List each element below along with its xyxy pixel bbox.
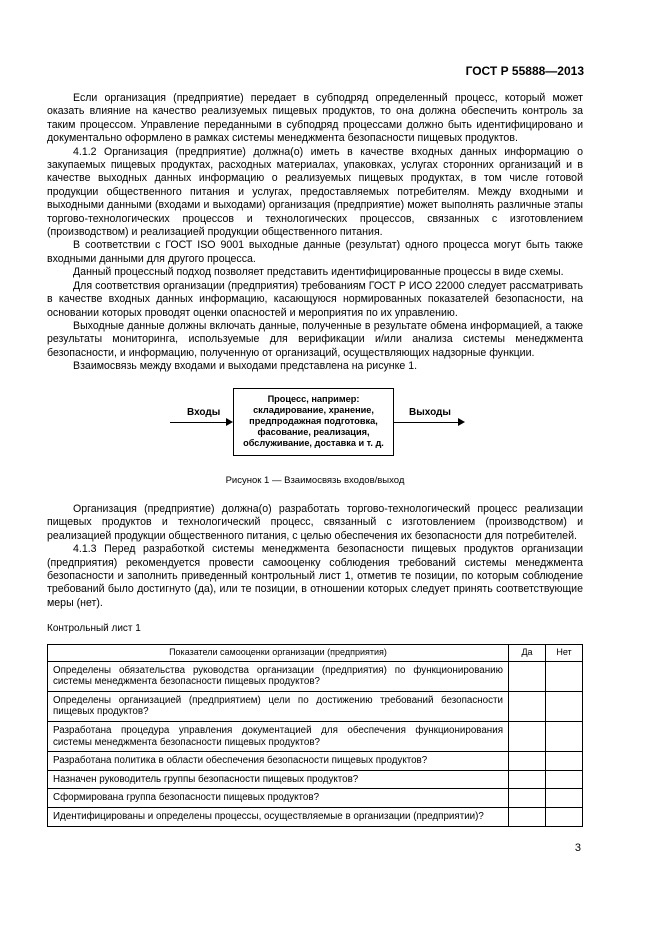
header-indicators: Показатели самооценки организации (предприятия): [48, 644, 509, 661]
paragraph: Данный процессный подход позволяет представить идентифицированные процессы в виде схемы.: [73, 266, 564, 279]
page-number: 3: [574, 842, 581, 854]
paragraph: Организация (предприятие) должна(о) разработать торгово-технологический процесс реализации пищевых продуктов и технологический процесс, связанный с изготовлением (производством) и реализацией продукции общественного питания, с целью обеспечения их безопасности для потребителей.: [47, 502, 583, 542]
yes-cell[interactable]: [509, 789, 546, 808]
input-arrow-line: [170, 422, 226, 423]
question-cell: Сформирована группа безопасности пищевых продуктов?: [48, 789, 509, 808]
table-row: [48, 661, 583, 691]
table-row: [48, 807, 583, 826]
paragraph: В соответствии с ГОСТ ISO 9001 выходные данные (результат) одного процесса могут быть также входными данными для другого процесса.: [47, 239, 583, 265]
paragraph: 4.1.3 Перед разработкой системы менеджмента безопасности пищевых продуктов организации (предприятия) рекомендуется провести самооценку соблюдения требований системы менеджмента безопасности и заполнить приведенный контрольный лист 1, отметив те позиции, по которым соблюдение требований было достигнуто (да), или те позиции, в отношении которых следует принять соответствующие меры (нет).: [47, 543, 583, 609]
question-cell: Разработана процедура управления документацией для обеспечения функционирования системы менеджмента безопасности пищевых продуктов?: [48, 721, 509, 751]
figure-input-output-diagram: [47, 388, 583, 466]
paragraph: Для соответствия организации (предприятия) требованиям ГОСТ Р ИСО 22000 следует рассматривать в качестве входных данных информацию, касающуюся нормированных показателей безопасности, на основании которых проводят оценки опасностей и мероприятия по их управлению.: [47, 279, 583, 319]
yes-cell[interactable]: [509, 721, 546, 751]
paragraph: Взаимосвязь между входами и выходами представлена на рисунке 1.: [73, 360, 418, 373]
header-yes: Да: [509, 644, 546, 661]
yes-cell[interactable]: [509, 661, 546, 691]
question-cell: Идентифицированы и определены процессы, осуществляемые в организации (предприятии)?: [48, 807, 509, 826]
question-cell: Определены организацией (предприятием) цели по достижению требований безопасности пищевых продуктов?: [48, 691, 509, 721]
no-cell[interactable]: [546, 691, 583, 721]
table-row: [48, 752, 583, 771]
body-text: [47, 92, 583, 827]
question-cell: Определены обязательства руководства организации (предприятия) по функционированию системы менеджмента безопасности пищевых продуктов?: [48, 661, 509, 691]
yes-cell[interactable]: [509, 691, 546, 721]
no-cell[interactable]: [546, 752, 583, 771]
process-box: Процесс, например: складирование, хранение, предпродажная подготовка, фасование, реализация, обслуживание, доставка и т. д.: [233, 388, 394, 456]
question-cell: Разработана политика в области обеспечения безопасности пищевых продуктов?: [48, 752, 509, 771]
paragraph: Если организация (предприятие) передает в субподряд определенный процесс, который может оказать влияние на качество реализуемых пищевых продуктов, то она должна обеспечить контроль за таким процессом. Управление переданными в субподряд процессами должно быть идентифицировано и документально оформлено в рамках системы менеджмента безопасности пищевых продуктов.: [47, 92, 583, 145]
yes-cell[interactable]: [509, 770, 546, 789]
table-row: [48, 721, 583, 751]
no-cell[interactable]: [546, 789, 583, 808]
checklist-label: Контрольный лист 1: [47, 623, 141, 635]
input-arrow-head-icon: [226, 418, 233, 426]
input-label: Входы: [187, 406, 221, 418]
paragraph: Выходные данные должны включать данные, полученные в результате обмена информацией, а также результаты мониторинга, используемые для верификации и/или анализа системы менеджмента безопасности, и информацию, полученную от организаций, осуществляющих надзорные функции.: [47, 319, 583, 359]
table-row: [48, 691, 583, 721]
output-label: Выходы: [409, 406, 451, 418]
yes-cell[interactable]: [509, 807, 546, 826]
header-no: Нет: [546, 644, 583, 661]
output-arrow-head-icon: [458, 418, 465, 426]
no-cell[interactable]: [546, 807, 583, 826]
yes-cell[interactable]: [509, 752, 546, 771]
figure-caption: Рисунок 1 — Взаимосвязь входов/выход: [225, 474, 405, 486]
paragraph: 4.1.2 Организация (предприятие) должна(о) иметь в качестве входных данных информацию о закупаемых пищевых продуктах, расходных материалах, упаковках, услугах сторонних организаций и в качестве выходных данных информацию о реализуемых пищевых продуктах, в том числе готовой продукции общественного питания и услугах, предоставляемых потребителям. Между входными и выходными данными (входами и выходами) организация (предприятие) может выполнять различные этапы торгово-технологических процессов и технологических процессов, связанных с изготовлением (производством) и реализацией продукции общественного питания.: [47, 145, 583, 239]
no-cell[interactable]: [546, 661, 583, 691]
output-arrow-line: [394, 422, 458, 423]
checklist-table: [47, 644, 583, 827]
no-cell[interactable]: [546, 721, 583, 751]
table-header-row: [48, 644, 583, 661]
standard-header: ГОСТ Р 55888—2013: [465, 64, 584, 78]
no-cell[interactable]: [546, 770, 583, 789]
question-cell: Назначен руководитель группы безопасности пищевых продуктов?: [48, 770, 509, 789]
table-row: [48, 789, 583, 808]
table-row: [48, 770, 583, 789]
